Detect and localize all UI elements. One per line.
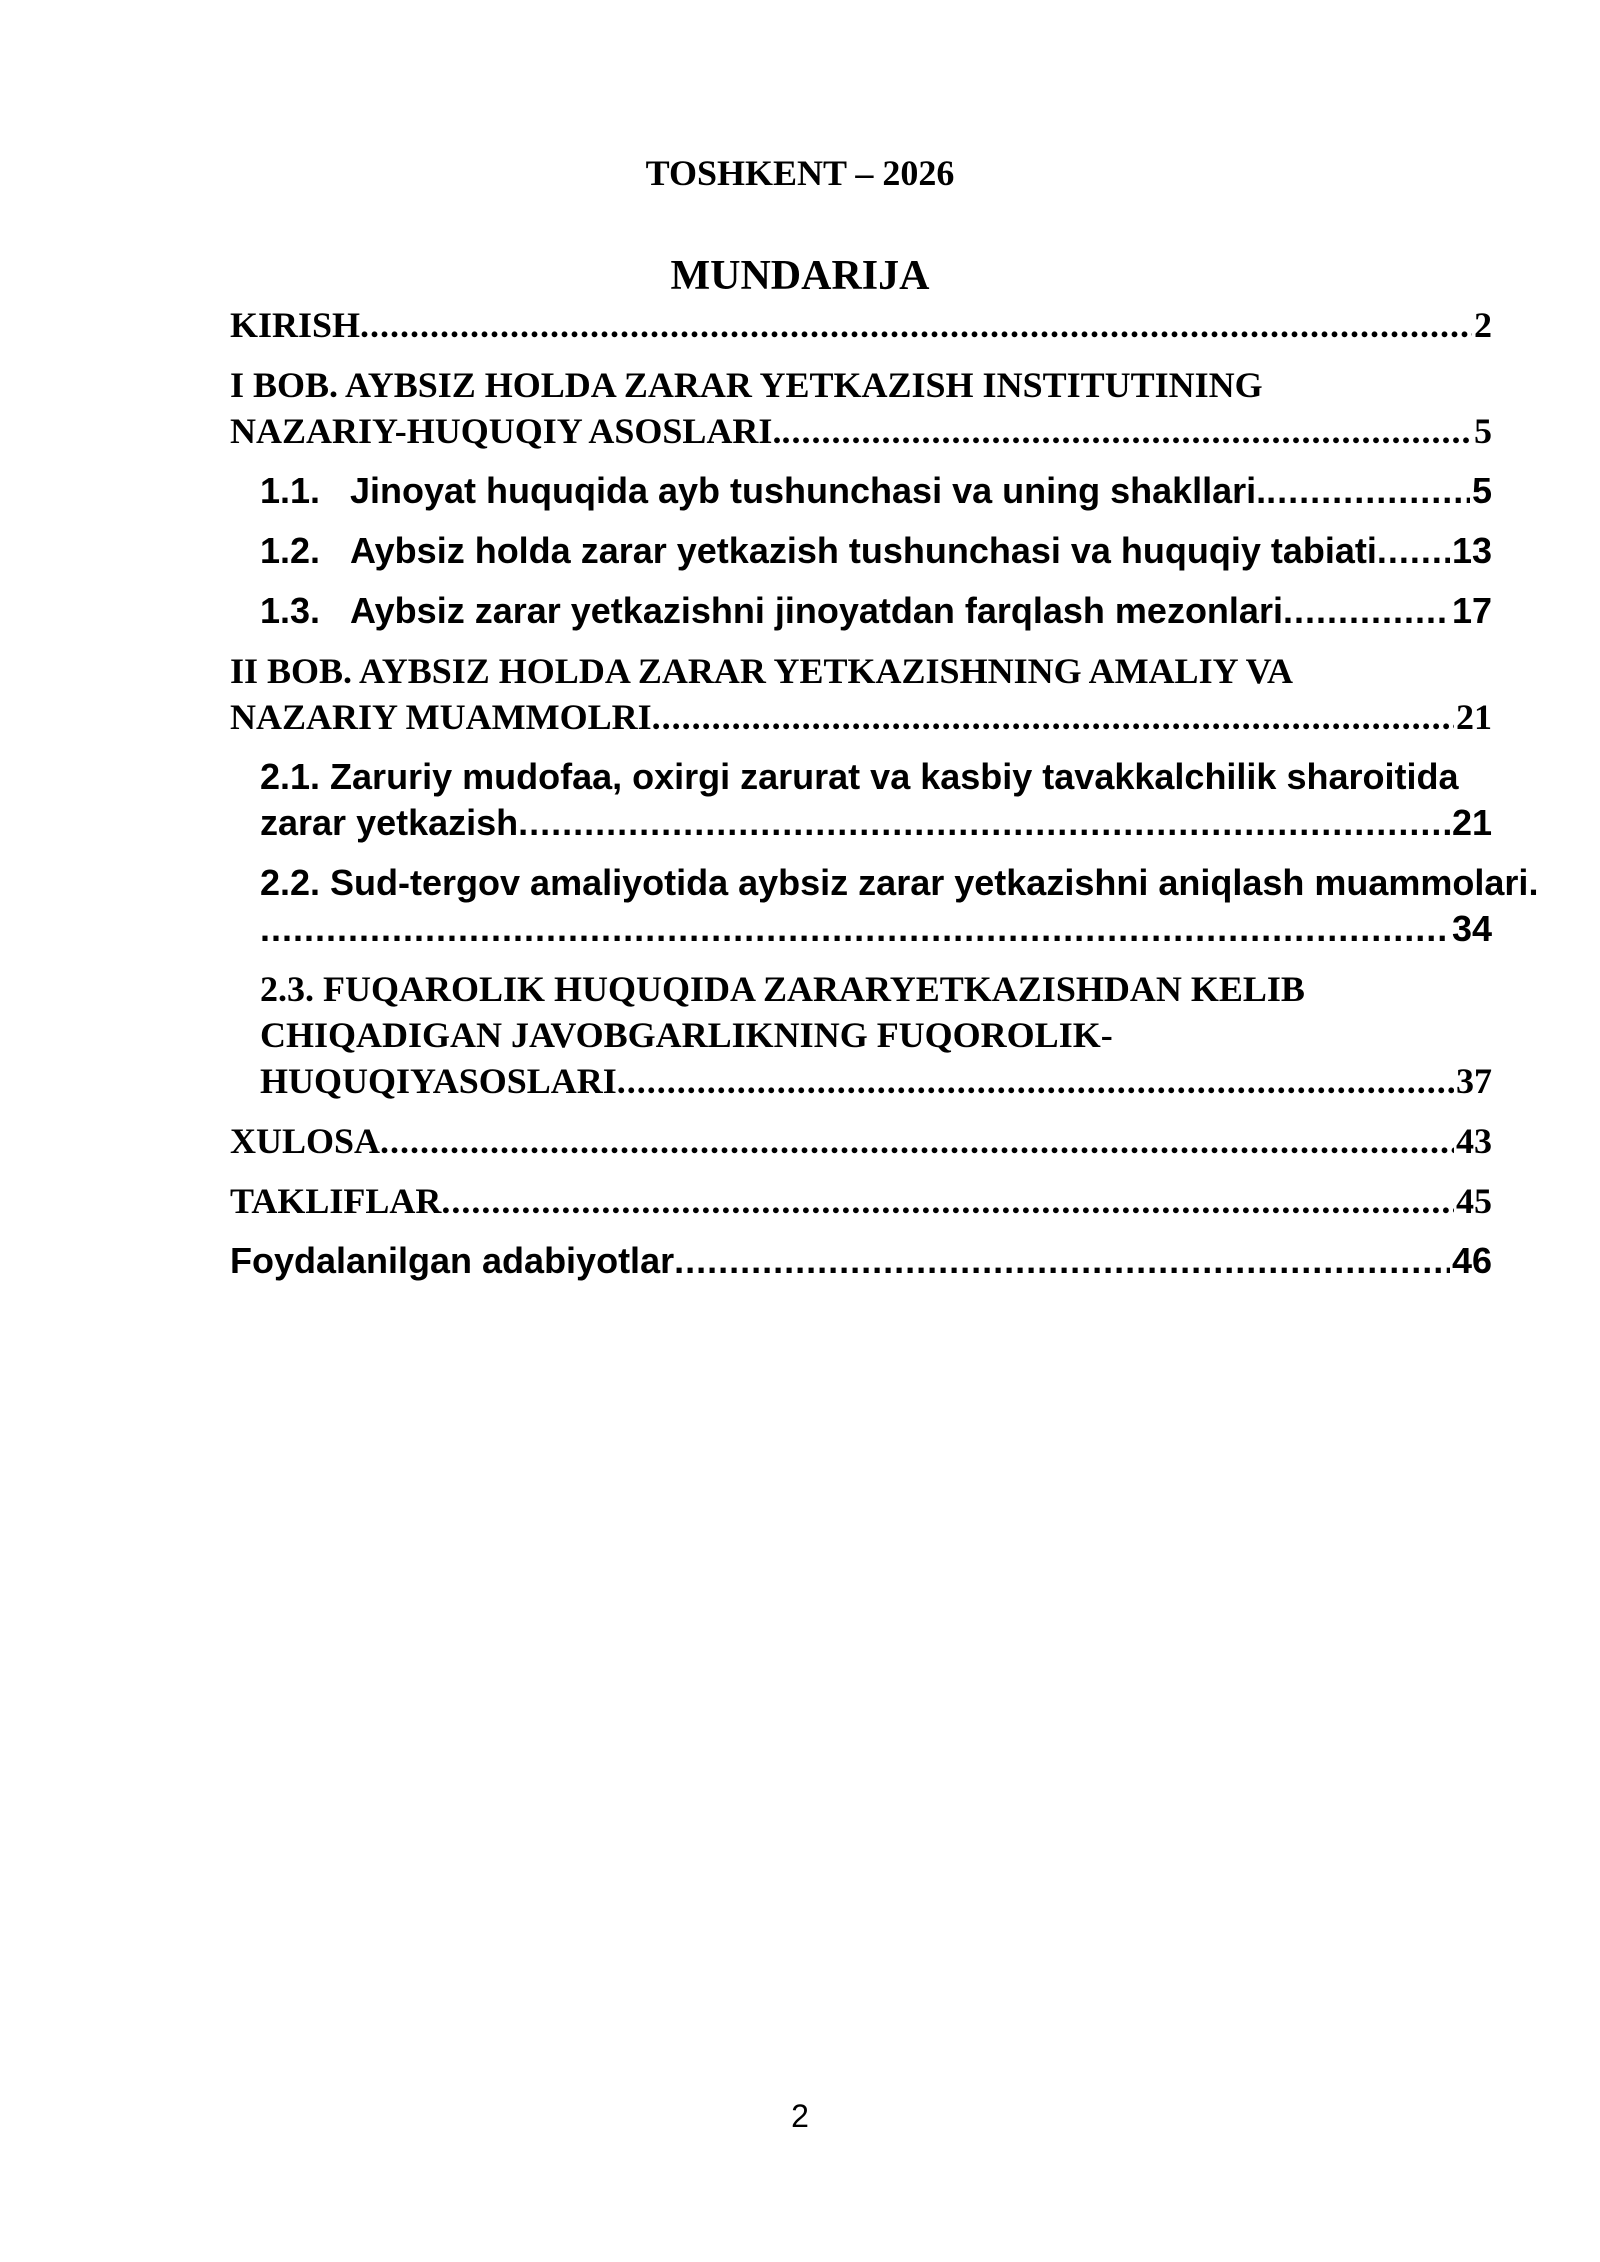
- toc-page-number: 45: [1456, 1181, 1492, 1221]
- toc-entry-takliflar[interactable]: [230, 1178, 1492, 1224]
- table-of-contents: [230, 302, 1539, 1298]
- toc-entry-label-continued: HUQUQIYASOSLARI: [260, 1061, 617, 1101]
- toc-entry-chapter-1[interactable]: [230, 362, 1492, 454]
- toc-entry-section-1-2[interactable]: [230, 528, 1492, 574]
- toc-entry-kirish[interactable]: [230, 302, 1492, 348]
- toc-leader-dots: [1377, 528, 1450, 574]
- toc-leader-dots: [518, 800, 1450, 846]
- toc-page-number: 34: [1451, 908, 1492, 949]
- toc-page-number: 5: [1471, 470, 1492, 511]
- toc-entry-label: Foydalanilgan adabiyotlar: [230, 1240, 675, 1281]
- toc-leader-dots: [360, 302, 1472, 348]
- toc-page-number: 5: [1474, 411, 1492, 451]
- toc-entry-label-continued: NAZARIY MUAMMOLRI: [230, 697, 652, 737]
- toc-leader-dots: [617, 1058, 1454, 1104]
- toc-page-number: 46: [1451, 1240, 1492, 1281]
- toc-entry-section-2-1[interactable]: [230, 754, 1492, 846]
- toc-entry-label: Aybsiz zarar yetkazishni jinoyatdan farqlash mezonlari: [350, 590, 1283, 631]
- toc-entry-section-2-2[interactable]: [230, 860, 1539, 952]
- toc-leader-dots: [674, 1238, 1450, 1284]
- toc-entry-label: I BOB. AYBSIZ HOLDA ZARAR YETKAZISH INSTITUTINING: [230, 365, 1263, 405]
- toc-entry-label: TAKLIFLAR: [230, 1181, 442, 1221]
- toc-leader-dots: [380, 1118, 1454, 1164]
- toc-entry-label-continued: CHIQADIGAN JAVOBGARLIKNING FUQOROLIK-: [260, 1015, 1113, 1055]
- toc-entry-section-1-1[interactable]: [230, 468, 1492, 514]
- toc-entry-label: II BOB. AYBSIZ HOLDA ZARAR YETKAZISHNING AMALIY VA: [230, 651, 1293, 691]
- toc-section-number: 1.1.: [260, 470, 321, 511]
- toc-page-number: 43: [1456, 1121, 1492, 1161]
- toc-entry-label: 2.3. FUQAROLIK HUQUQIDA ZARARYETKAZISHDAN KELIB: [260, 969, 1305, 1009]
- toc-entry-label-continued: NAZARIY-HUQUQIY ASOSLARI.: [230, 411, 782, 451]
- toc-entry-section-1-3[interactable]: [230, 588, 1492, 634]
- toc-leader-dots: [1283, 588, 1450, 634]
- toc-entry-label: 2.2. Sud-tergov amaliyotida aybsiz zarar yetkazishni aniqlash muammolari.: [260, 862, 1539, 903]
- toc-leader-dots: [652, 694, 1454, 740]
- toc-leader-dots: [781, 408, 1472, 454]
- toc-entry-label: 2.1. Zaruriy mudofaa, oxirgi zarurat va kasbiy tavakkalchilik sharoitida: [260, 756, 1459, 797]
- toc-leader-dots: [441, 1178, 1454, 1224]
- toc-page-number: 21: [1451, 802, 1492, 843]
- toc-leader-dots: [1266, 468, 1470, 514]
- toc-page-number: 13: [1451, 530, 1492, 571]
- toc-entry-label: KIRISH: [230, 305, 361, 345]
- page-number: 2: [791, 2098, 809, 2134]
- toc-entry-label: Aybsiz holda zarar yetkazish tushunchasi va huquqiy tabiati: [350, 530, 1377, 571]
- toc-section-number: 1.2.: [260, 530, 321, 571]
- toc-page-number: 17: [1451, 590, 1492, 631]
- toc-title: MUNDARIJA: [670, 253, 930, 299]
- toc-entry-label-continued: zarar yetkazish: [260, 802, 519, 843]
- toc-page-number: 2: [1474, 305, 1492, 345]
- toc-page-number: 37: [1456, 1061, 1492, 1101]
- toc-entry-label: Jinoyat huquqida ayb tushunchasi va uning shakllari.: [350, 470, 1267, 511]
- toc-leader-dots: [260, 906, 1450, 952]
- toc-entry-xulosa[interactable]: [230, 1118, 1492, 1164]
- toc-page-number: 21: [1456, 697, 1492, 737]
- toc-entry-section-2-3[interactable]: [230, 966, 1492, 1104]
- toc-entry-label: XULOSA: [230, 1121, 381, 1161]
- toc-section-number: 1.3.: [260, 590, 321, 631]
- toc-entry-references[interactable]: [230, 1238, 1492, 1284]
- city-year-heading: TOSHKENT – 2026: [645, 153, 955, 193]
- toc-entry-chapter-2[interactable]: [230, 648, 1492, 740]
